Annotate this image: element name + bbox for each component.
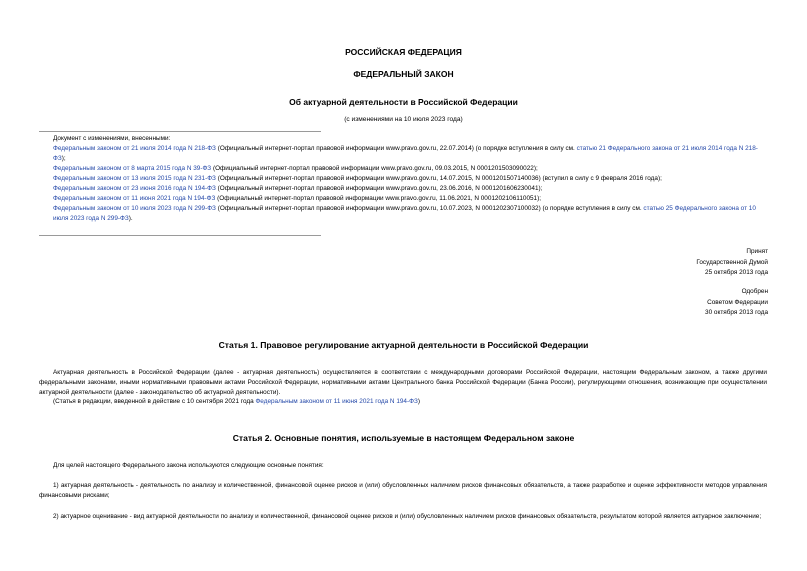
editions-bottom-rule — [39, 235, 321, 236]
edition-note: (с изменениями на 10 июля 2023 года) — [344, 116, 463, 123]
article1-text: Актуарная деятельность в Российской Федерации (далее - актуарная деятельность) осуществляется в соответствии с международными договорами Российской Федерации, настоящим Федеральным законом, а также другими федеральными законами, иными нормативными правовыми актами Российской Федерации, нормативными актами Центрального банка Российской Федерации (Банка России), регулирующими отношения, возникающие при осуществлении актуарной деятельности (далее - законодательство об актуарной деятельности). — [39, 369, 767, 396]
accepted-body: Государственной Думой — [696, 258, 768, 266]
article1-edition-link[interactable]: Федеральным законом от 11 июня 2021 года N 194-ФЗ — [255, 398, 418, 406]
article1-body — [39, 368, 767, 407]
edition-link[interactable]: Федеральным законом от 21 июля 2014 года N 218-ФЗ — [53, 145, 216, 152]
accepted-date: 25 октября 2013 года — [705, 269, 768, 276]
edition-item: Федеральным законом от 13 июля 2015 года N 231-ФЗ (Официальный интернет-портал правовой информации www.pravo.gov.ru, 14.07.2015, N 0001201507140036) (вступил в силу с 9 февраля 2016 года); — [53, 175, 662, 182]
doc-type-heading: ФЕДЕРАЛЬНЫЙ ЗАКОН — [353, 69, 454, 79]
editions-intro: Документ с изменениями, внесенными: — [53, 135, 171, 142]
approved-label: Одобрен — [741, 288, 768, 295]
edition-item: Федеральным законом от 21 июля 2014 года N 218-ФЗ (Официальный интернет-портал правовой информации www.pravo.gov.ru, 22.07.2014) (о порядке вступления в силу см. статью 21 Федерального закона от 21 июля 2014 года N 218-ФЗ); — [53, 145, 758, 162]
edition-link[interactable]: Федеральным законом от 13 июля 2015 года N 231-ФЗ — [53, 175, 216, 182]
country-heading: РОССИЙСКАЯ ФЕДЕРАЦИЯ — [345, 47, 462, 57]
edition-item: Федеральным законом от 11 июня 2021 года N 194-ФЗ (Официальный интернет-портал правовой информации www.pravo.gov.ru, 11.06.2021, N 0001202106110051); — [53, 195, 542, 202]
edition-article-link[interactable]: статью 21 Федерального закона от 21 июля 2014 года N 218-ФЗ — [53, 145, 758, 162]
article1-title: Статья 1. Правовое регулирование актуарной деятельности в Российской Федерации — [218, 340, 589, 350]
document-title: Об актуарной деятельности в Российской Федерации — [289, 97, 518, 107]
edition-link[interactable]: Федеральным законом от 10 июля 2023 года N 299-ФЗ — [53, 205, 216, 212]
approved-date: 30 октября 2013 года — [705, 309, 768, 316]
article2-item-1: 1) актуарная деятельность - деятельность по анализу и количественной, финансовой оценке рисков и (или) обусловленных наличием рисков финансовых обязательств, а также разработке и оценке эффективности методов управления финансовыми рисками; — [39, 482, 767, 499]
article2-item-2: 2) актуарное оценивание - вид актуарной деятельности по анализу и количественной, финансовой оценке рисков и (или) обусловленных наличием рисков финансовых обязательств, результатом которой является актуарное заключение; — [53, 513, 762, 520]
article2-title: Статья 2. Основные понятия, используемые в настоящем Федеральном законе — [232, 433, 575, 443]
edition-article-link[interactable]: статью 25 Федерального закона от 10 июля 2023 года N 299-ФЗ — [53, 205, 756, 222]
edition-item: Федеральным законом от 8 марта 2015 года N 39-ФЗ (Официальный интернет-портал правовой информации www.pravo.gov.ru, 09.03.2015, N 0001201503090022); — [53, 165, 538, 172]
edition-link[interactable]: Федеральным законом от 8 марта 2015 года N 39-ФЗ — [53, 165, 212, 172]
article1-edition-note: (Статья в редакции, введенной в действие с 10 сентября 2021 года Федеральным законом от 11 июня 2021 года N 194-ФЗ) — [53, 398, 420, 406]
editions-block — [39, 134, 769, 224]
edition-link[interactable]: Федеральным законом от 11 июня 2021 года N 194-ФЗ — [53, 195, 216, 202]
editions-top-rule — [39, 131, 321, 132]
article2-intro: Для целей настоящего Федерального закона используются следующие основные понятия: — [53, 462, 324, 469]
edition-item: Федеральным законом от 23 июня 2016 года N 194-ФЗ (Официальный интернет-портал правовой информации www.pravo.gov.ru, 23.06.2016, N 0001201606230041); — [53, 185, 543, 192]
approved-body: Советом Федерации — [707, 298, 768, 306]
approved-block — [705, 287, 768, 319]
edition-link[interactable]: Федеральным законом от 23 июня 2016 года N 194-ФЗ — [53, 185, 216, 192]
accepted-block — [696, 247, 768, 279]
accepted-label: Принят — [746, 248, 768, 255]
edition-item: Федеральным законом от 10 июля 2023 года N 299-ФЗ (Официальный интернет-портал правовой информации www.pravo.gov.ru, 10.07.2023, N 0001202307100032) (о порядке вступления в силу см. статью 25 Федерального закона от 10 июля 2023 года N 299-ФЗ). — [53, 205, 756, 222]
